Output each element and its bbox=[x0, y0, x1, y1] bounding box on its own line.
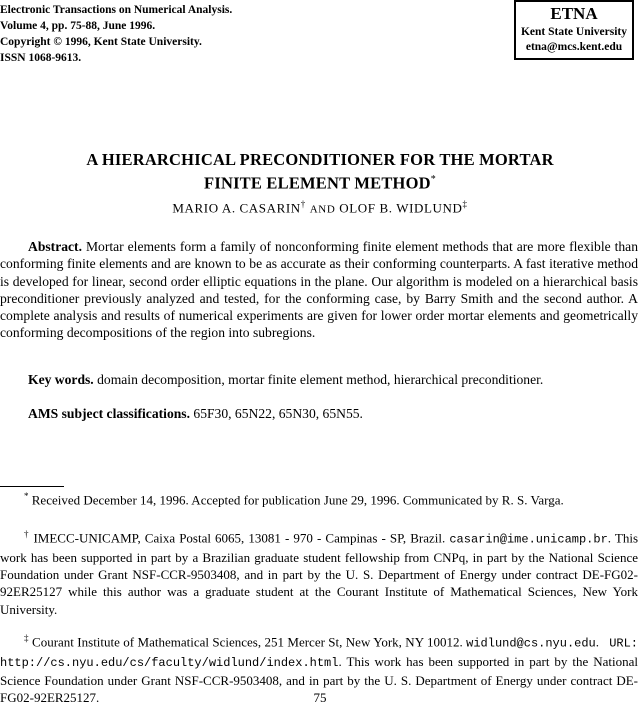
footnote-rule bbox=[0, 486, 64, 487]
abstract-label: Abstract. bbox=[28, 239, 82, 254]
keywords bbox=[0, 371, 638, 388]
etna-email[interactable]: etna@mcs.kent.edu bbox=[525, 41, 623, 53]
etna-university: Kent State University bbox=[520, 26, 628, 38]
etna-name: ETNA bbox=[550, 4, 598, 23]
footnote-received bbox=[0, 488, 638, 509]
footnote-3-mark: ‡ bbox=[24, 633, 29, 643]
abstract bbox=[0, 238, 638, 342]
author-1: MARIO A. CASARIN bbox=[172, 200, 301, 216]
author-1-mark: † bbox=[300, 199, 306, 209]
journal-header bbox=[0, 2, 232, 66]
issn-line: ISSN 1068-9613. bbox=[0, 52, 82, 64]
author-2-email-link[interactable]: widlund@cs.nyu.edu bbox=[466, 636, 596, 651]
footnote-3-text: . This work has been supported in part by the National Science Foundation under Grant NSF-CCR-9503408, and in part by the U. S. Department of Energy under contract DE-FG02-92ER25127. bbox=[0, 653, 638, 706]
footnote-3-affiliation: Courant Institute of Mathematical Sciences, 251 Mercer St, New York, NY 10012. bbox=[32, 634, 463, 650]
etna-box bbox=[514, 0, 634, 60]
authors-line bbox=[0, 199, 640, 216]
copyright-line: Copyright © 1996, Kent State University. bbox=[0, 36, 202, 48]
footnote-author-2: ‡ Courant Institute of Mathematical Sciences, 251 Mercer St, New York, NY 10012. widlund@cs.nyu.edu. URL: http://cs.nyu.edu/cs/faculty/widlund/index.html. This work has been supported in part by the National Science Foundation under Grant NSF-CCR-9503408, and in part by the U. S. Department of Energy under contract DE-FG02-92ER25127. bbox=[0, 633, 638, 706]
ams-text: 65F30, 65N22, 65N30, 65N55. bbox=[193, 406, 363, 421]
volume-info: Volume 4, pp. 75-88, June 1996. bbox=[0, 20, 156, 32]
author-2-url-link[interactable]: http://cs.nyu.edu/cs/faculty/widlund/index.html bbox=[0, 655, 339, 670]
paper-title bbox=[0, 150, 640, 194]
footnote-2-affiliation: IMECC-UNICAMP, Caixa Postal 6065, 13081 - 970 - Campinas - SP, Brazil. bbox=[33, 530, 446, 546]
abstract-text: Mortar elements form a family of nonconforming finite element methods that are more flexible than conforming finite elements and are known to be as accurate as their conforming counterparts. A fast iterative method is developed for linear, second order elliptic equations in the plane. Our algorithm is modeled on a hierarchical basis preconditioner previously analyzed and tested, for the conforming case, by Barry Smith and the second author. A complete analysis and results of numerical experiments are given for lower order mortar elements and geometrically conforming decompositions of the region into subregions. bbox=[0, 239, 638, 341]
title-footnote-mark: * bbox=[430, 174, 436, 185]
url-label: URL: bbox=[609, 636, 638, 651]
footnote-author-1 bbox=[0, 526, 638, 618]
footnote-2-text: . This work has been supported in part by a Brazilian graduate student fellowship from CNPq, in part by the National Science Foundation under Grant NSF-CCR-9503408, and in part by the U. S. Department of Energy under contract DE-FG02-92ER25127 while this author was a graduate student at the Courant Institute of Mathematical Sciences, New York University. bbox=[0, 530, 639, 617]
journal-name: Electronic Transactions on Numerical Analysis. bbox=[0, 4, 233, 16]
keywords-label: Key words. bbox=[28, 372, 94, 387]
author-2: OLOF B. WIDLUND bbox=[339, 200, 463, 216]
title-line-1: A HIERARCHICAL PRECONDITIONER FOR THE MORTAR bbox=[86, 150, 554, 169]
ams-label: AMS subject classifications. bbox=[28, 406, 190, 421]
author-2-mark: ‡ bbox=[462, 199, 468, 209]
author-1-email-link[interactable]: casarin@ime.unicamp.br bbox=[449, 532, 608, 547]
footnote-1-mark: * bbox=[24, 491, 29, 501]
title-line-2 bbox=[0, 170, 640, 194]
footnote-2-mark: † bbox=[24, 529, 30, 539]
footnote-1-text: Received December 14, 1996. Accepted for publication June 29, 1996. Communicated by R. S. Varga. bbox=[31, 492, 564, 508]
authors-and: AND bbox=[309, 203, 336, 216]
ams-classifications bbox=[0, 405, 638, 422]
page-number: 75 bbox=[313, 690, 327, 705]
keywords-text: domain decomposition, mortar finite element method, hierarchical preconditioner. bbox=[97, 372, 544, 387]
title-line-2-text: FINITE ELEMENT METHOD bbox=[204, 173, 431, 193]
